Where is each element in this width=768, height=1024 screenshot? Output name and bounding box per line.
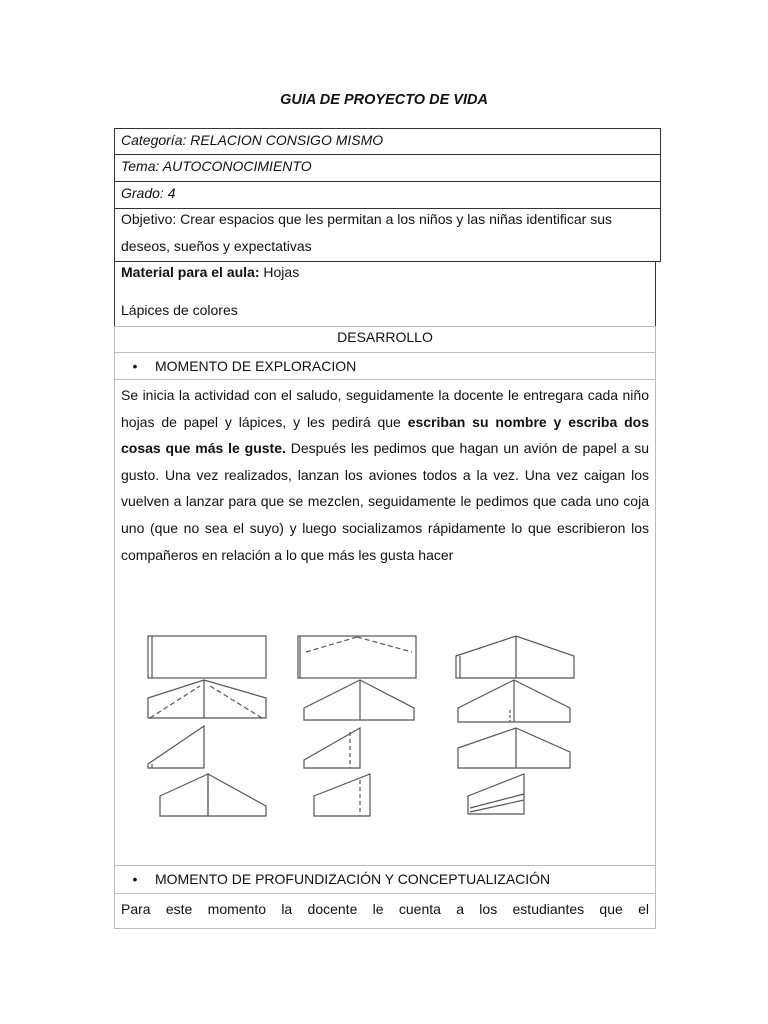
material-row [114,261,656,327]
fold-step-6 [458,680,570,722]
tema-text: Tema: AUTOCONOCIMIENTO [121,158,312,174]
categoria-row [114,128,661,155]
grado-row [114,181,661,209]
fold-step-4 [148,680,266,718]
fold-step-7 [148,726,204,768]
fold-step-1 [148,636,266,678]
tema-row [114,154,661,182]
fold-step-9 [458,728,570,768]
paper-airplane-folding-diagram [140,628,610,828]
objetivo-line-2: deseos, sueños y expectativas [121,238,312,254]
paragraph1-part1: Se inicia la actividad con el saludo, seguidamente la docente le entregara cada niño hojas de papel y lápices, y les pedirá que [121,387,649,430]
paragraph2-text: Para este momento la docente le cuenta a los estudiantes que el [121,901,649,917]
paragraph1-part2: Después les pedimos que hagan un avión de papel a su gusto. Una vez realizados, lanzan los aviones todos a la vez. Una vez caigan los vuelven a lanzar para que se mezclen, seguidamente le pedimos que cada uno coja uno (que no sea el suyo) y luego socializamos rápidamente lo que escribieron los compañeros en relación a lo que más les gusta hacer [121,440,649,563]
material-line-2: Lápices de colores [121,302,238,318]
fold-step-10 [160,774,266,816]
material-label: Material para el aula: [121,264,260,280]
categoria-text: Categoría: RELACION CONSIGO MISMO [121,132,384,148]
bullet-icon: • [132,871,138,887]
momento-profundizacion-row [114,865,656,894]
material-value: Hojas [259,264,300,280]
desarrollo-text: DESARROLLO [337,329,433,345]
objetivo-row [114,208,661,262]
fold-step-3 [456,636,574,678]
bullet-icon: • [132,358,138,374]
fold-step-12 [468,774,524,814]
momento-exploracion-row [114,352,656,380]
profundizacion-paragraph [114,893,656,929]
fold-step-11 [314,774,370,816]
page-title: GUIA DE PROYECTO DE VIDA [280,92,488,108]
momento-exploracion-label: MOMENTO DE EXPLORACION [155,358,357,374]
objetivo-line-1: Objetivo: Crear espacios que les permitan a los niños y las niñas identificar sus [121,211,613,227]
fold-step-5 [304,680,414,720]
paragraph1-bold: escriban su nombre y escriba dos cosas que más le guste. [121,413,649,457]
fold-step-2 [298,636,416,678]
momento-profundizacion-label: MOMENTO DE PROFUNDIZACIÓN Y CONCEPTUALIZACIÓN [155,871,551,887]
grado-text: Grado: 4 [121,185,176,201]
desarrollo-heading [114,326,656,353]
fold-step-8 [304,728,360,768]
